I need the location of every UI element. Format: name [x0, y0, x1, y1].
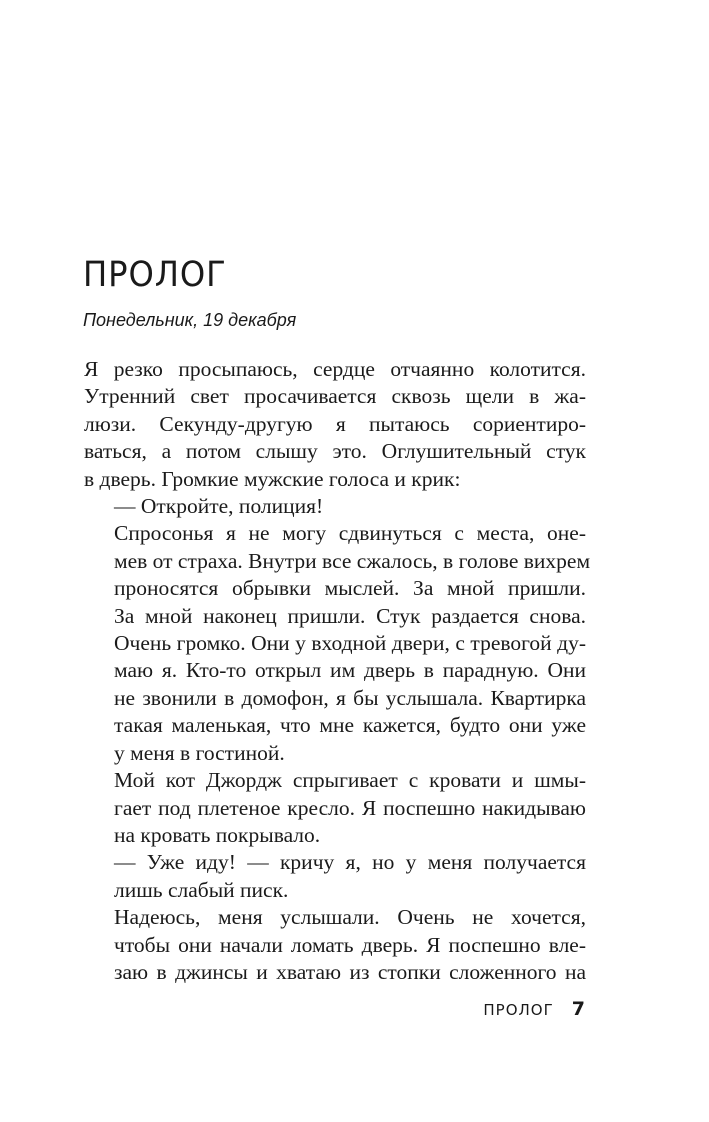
paragraph-6 — [84, 904, 586, 986]
chapter-date: Понедельник, 19 декабря — [83, 310, 297, 330]
text-line: такая маленькая, что мне кажется, будто они уже — [114, 713, 586, 738]
text-line: проносятся обрывки мыслей. За мной пришли. — [114, 576, 586, 601]
running-footer-title: ПРОЛОГ — [483, 1001, 554, 1019]
text-line: не звонили в домофон, я бы услышала. Квартирка — [114, 685, 586, 710]
text-line: — Откройте, полиция! — [114, 494, 324, 519]
text-line: у меня в гостиной. — [114, 740, 285, 765]
chapter-title: ПРОЛОГ — [83, 255, 227, 295]
paragraph-2 — [84, 493, 586, 520]
text-line: лишь слабый писк. — [114, 877, 289, 902]
text-line: Утренний свет просачивается сквозь щели в жа- — [84, 384, 586, 409]
text-line: чтобы они начали ломать дверь. Я поспешно вле- — [114, 932, 586, 957]
text-line: Очень громко. Они у входной двери, с тревогой ду- — [114, 631, 586, 656]
paragraph-3 — [84, 520, 591, 767]
text-line: в дверь. Громкие мужские голоса и крик: — [84, 466, 461, 491]
page-number: 7 — [571, 998, 585, 1020]
text-line: маю я. Кто-то открыл им дверь в парадную. Они — [114, 658, 586, 683]
text-line: Надеюсь, меня услышали. Очень не хочется, — [114, 905, 586, 930]
text-line: заю в джинсы и хватаю из стопки сложенного на — [114, 959, 586, 984]
text-line: Я резко просыпаюсь, сердце отчаянно колотится. — [84, 357, 586, 381]
text-line: Мой кот Джордж спрыгивает с кровати и шмы- — [114, 768, 586, 793]
paragraph-1 — [84, 356, 586, 493]
text-line: Спросонья я не могу сдвинуться с места, оне- — [114, 521, 586, 546]
page-footer — [483, 1000, 585, 1019]
body-text — [84, 356, 591, 986]
text-line: За мной наконец пришли. Стук раздается снова. — [114, 603, 586, 628]
text-line: мев от страха. Внутри все сжалось, в голове вихрем — [114, 548, 591, 573]
text-line: люзи. Секунду-другую я пытаюсь сориентиро- — [84, 411, 586, 436]
paragraph-5 — [84, 849, 586, 904]
text-line: — Уже иду! — кричу я, но у меня получается — [114, 850, 586, 875]
text-line: на кровать покрывало. — [114, 822, 321, 847]
text-line: гает под плетеное кресло. Я поспешно накидываю — [114, 795, 586, 820]
paragraph-4 — [84, 767, 586, 849]
text-line: ваться, а потом слышу это. Оглушительный стук — [84, 439, 586, 464]
